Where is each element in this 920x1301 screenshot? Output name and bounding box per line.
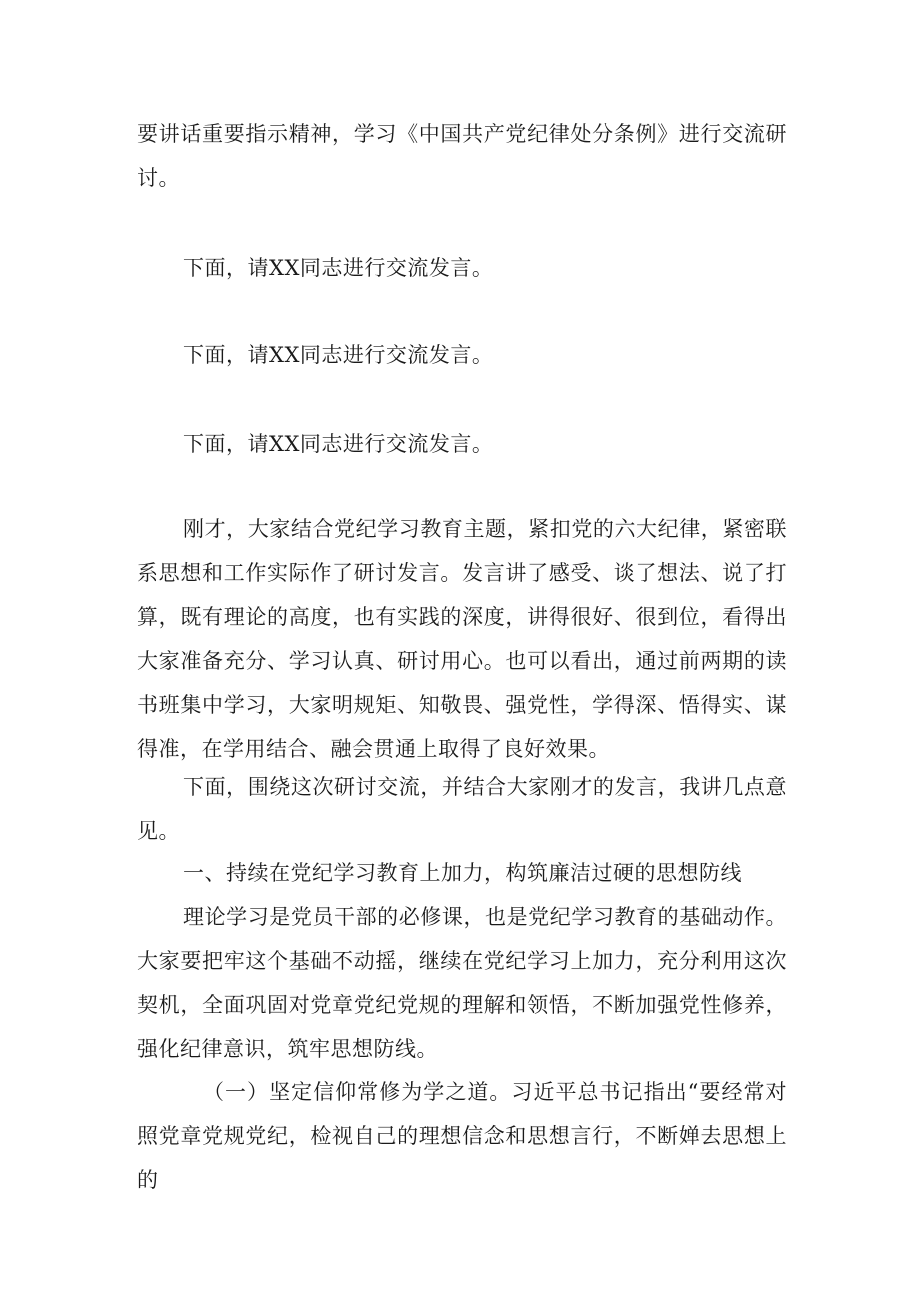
section-heading-1: 一、持续在党纪学习教育上加力，构筑廉洁过硬的思想防线: [183, 861, 742, 885]
paragraph-1: 要讲话重要指示精神，学习《中国共产党纪律处分条例》进行交流研讨。: [137, 122, 787, 190]
paragraph-2: 下面，请XX同志进行交流发言。: [183, 256, 494, 280]
paragraph-7: 理论学习是党员干部的必修课，也是党纪学习教育的基础动作。大家要把牢这个基础不动摇，继续在党纪学习上加力，充分利用这次契机，全面巩固对党章党纪党规的理解和领悟，不断加强党性修养，强化纪律意识，筑牢思想防线。: [137, 905, 787, 1061]
paragraph-5: 刚才，大家结合党纪学习教育主题，紧扣党的六大纪律，紧密联系思想和工作实际作了研讨发言。发言讲了感受、谈了想法、说了打算，既有理论的高度，也有实践的深度，讲得很好、很到位，看得出大家准备充分、学习认真、研讨用心。也可以看出，通过前两期的读书班集中学习，大家明规矩、知敬畏、强党性，学得深、悟得实、谋得准，在学用结合、融会贯通上取得了良好效果。: [137, 517, 787, 761]
paragraph-6: 下面，围绕这次研讨交流，并结合大家刚才的发言，我讲几点意见。: [137, 775, 787, 843]
paragraph-8: （一）坚定信仰常修为学之道。习近平总书记指出“要经常对照党章党规党纪，检视自己的理想信念和思想言行，不断婵去思想上的: [137, 1080, 787, 1192]
paragraph-4: 下面，请XX同志进行交流发言。: [183, 432, 494, 456]
paragraph-3: 下面，请XX同志进行交流发言。: [183, 343, 494, 367]
